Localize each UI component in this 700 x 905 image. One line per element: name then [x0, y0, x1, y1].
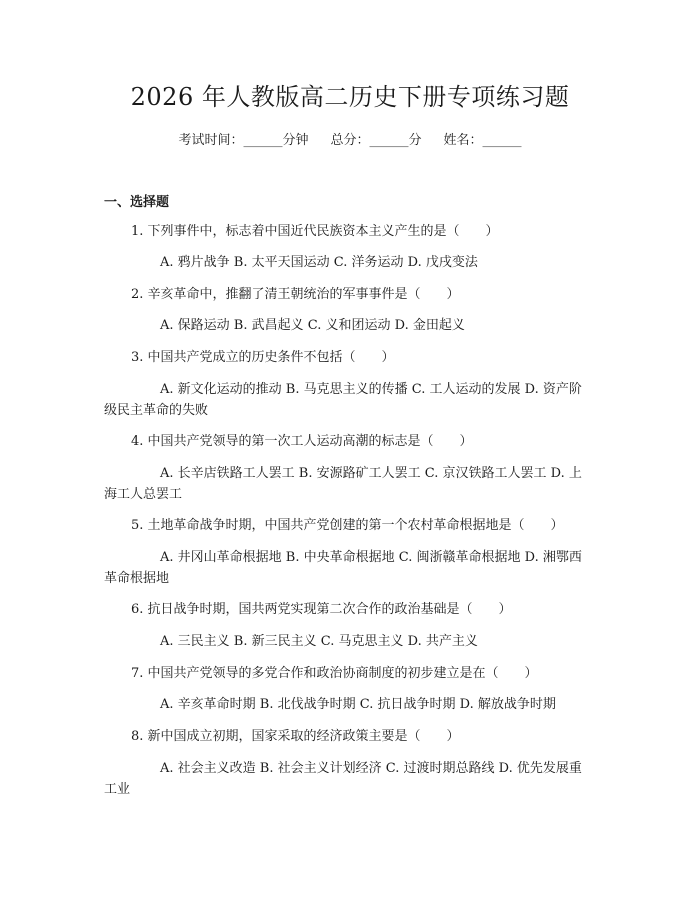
section-title: 一、选择题	[104, 195, 170, 210]
name-field: 姓名：______	[443, 133, 522, 148]
question-options: A. 井冈山革命根据地 B. 中央革命根据地 C. 闽浙赣革命根据地 D. 湘鄂西革命根据地	[104, 550, 582, 586]
question-stem: 1. 下列事件中，标志着中国近代民族资本主义产生的是（ ）	[131, 224, 499, 239]
question-options: A. 辛亥革命时期 B. 北伐战争时期 C. 抗日战争时期 D. 解放战争时期	[160, 697, 556, 712]
page-title: 2026 年人教版高二历史下册专项练习题	[130, 83, 570, 111]
question-options: A. 鸦片战争 B. 太平天国运动 C. 洋务运动 D. 戊戌变法	[160, 255, 478, 270]
question-options: A. 保路运动 B. 武昌起义 C. 义和团运动 D. 金田起义	[160, 318, 465, 333]
question-options: A. 长辛店铁路工人罢工 B. 安源路矿工人罢工 C. 京汉铁路工人罢工 D. 上海工人总罢工	[104, 466, 582, 502]
exam-time-field: 考试时间：______分钟	[178, 133, 309, 148]
question-stem: 2. 辛亥革命中，推翻了清王朝统治的军事事件是（ ）	[131, 287, 460, 302]
question-stem: 5. 土地革命战争时期，中国共产党创建的第一个农村革命根据地是（ ）	[131, 518, 564, 533]
question-options: A. 三民主义 B. 新三民主义 C. 马克思主义 D. 共产主义	[160, 634, 478, 649]
question-stem: 6. 抗日战争时期，国共两党实现第二次合作的政治基础是（ ）	[131, 602, 512, 617]
question-stem: 4. 中国共产党领导的第一次工人运动高潮的标志是（ ）	[131, 434, 473, 449]
total-score-field: 总分：______分	[330, 133, 422, 148]
question-stem: 3. 中国共产党成立的历史条件不包括（ ）	[131, 350, 395, 365]
question-options: A. 社会主义改造 B. 社会主义计划经济 C. 过渡时期总路线 D. 优先发展重工业	[104, 761, 582, 797]
question-stem: 7. 中国共产党领导的多党合作和政治协商制度的初步建立是在（ ）	[131, 666, 538, 681]
question-options: A. 新文化运动的推动 B. 马克思主义的传播 C. 工人运动的发展 D. 资产阶级民主革命的失败	[104, 382, 582, 418]
exam-meta	[0, 131, 700, 151]
question-stem: 8. 新中国成立初期，国家采取的经济政策主要是（ ）	[131, 729, 460, 744]
